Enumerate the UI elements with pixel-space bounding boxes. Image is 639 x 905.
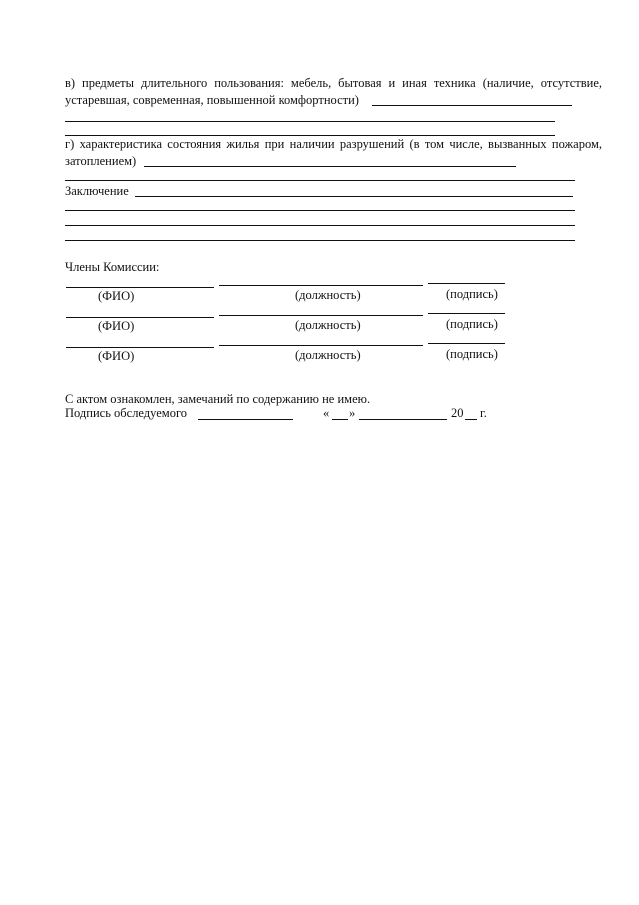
commission-row-3-signature-blank[interactable] [428,343,505,344]
commission-row-1-position-caption: (должность) [295,288,361,302]
commission-row-2-name-caption: (ФИО) [98,319,135,333]
commission-row-3-signature-caption: (подпись) [446,347,498,361]
conclusion-blank-3[interactable] [65,225,575,226]
commission-row-1-name-blank[interactable] [66,287,214,288]
conclusion-blank-1[interactable] [135,196,573,197]
examinee-signature-blank[interactable] [198,419,293,420]
commission-row-2-signature-blank[interactable] [428,313,505,314]
section-g-line-1: г) характеристика состояния жилья при наличии разрушений (в том числе, вызванных пожаром, [65,137,602,151]
commission-row-2-position-caption: (должность) [295,318,361,332]
section-v-line-1: в) предметы длительного пользования: мебель, бытовая и иная техника (наличие, отсутствие, [65,76,602,90]
section-g-blank-2[interactable] [65,180,575,181]
commission-row-2-signature-caption: (подпись) [446,317,498,331]
conclusion-blank-2[interactable] [65,210,575,211]
commission-row-3-name-blank[interactable] [66,347,214,348]
section-v-blank-2[interactable] [65,121,555,122]
conclusion-label: Заключение [65,184,129,198]
commission-row-3-position-blank[interactable] [219,345,423,346]
signature-label: Подпись обследуемого [65,406,188,420]
date-quote-open: « [323,406,330,420]
date-quote-close: » [349,406,356,420]
date-month-blank[interactable] [359,419,447,420]
date-year-blank[interactable] [465,419,477,420]
section-g-blank-1[interactable] [144,166,516,167]
section-g-line-2: затоплением) [65,154,137,168]
commission-row-1-name-caption: (ФИО) [98,289,135,303]
date-day-blank[interactable] [332,419,348,420]
date-year-suffix: г. [480,406,487,420]
commission-row-1-signature-blank[interactable] [428,283,505,284]
commission-title: Члены Комиссии: [65,260,160,274]
section-v-line-2: устаревшая, современная, повышенной комфортности) [65,93,359,107]
commission-row-2-position-blank[interactable] [219,315,423,316]
section-v-blank-3[interactable] [65,135,555,136]
commission-row-3-position-caption: (должность) [295,348,361,362]
conclusion-blank-4[interactable] [65,240,575,241]
commission-row-1-signature-caption: (подпись) [446,287,498,301]
commission-row-3-name-caption: (ФИО) [98,349,135,363]
date-year-prefix: 20 [451,406,464,420]
commission-row-1-position-blank[interactable] [219,285,423,286]
commission-row-2-name-blank[interactable] [66,317,214,318]
section-v-blank-1[interactable] [372,105,572,106]
acknowledgement-text: С актом ознакомлен, замечаний по содержанию не имею. [65,392,371,406]
